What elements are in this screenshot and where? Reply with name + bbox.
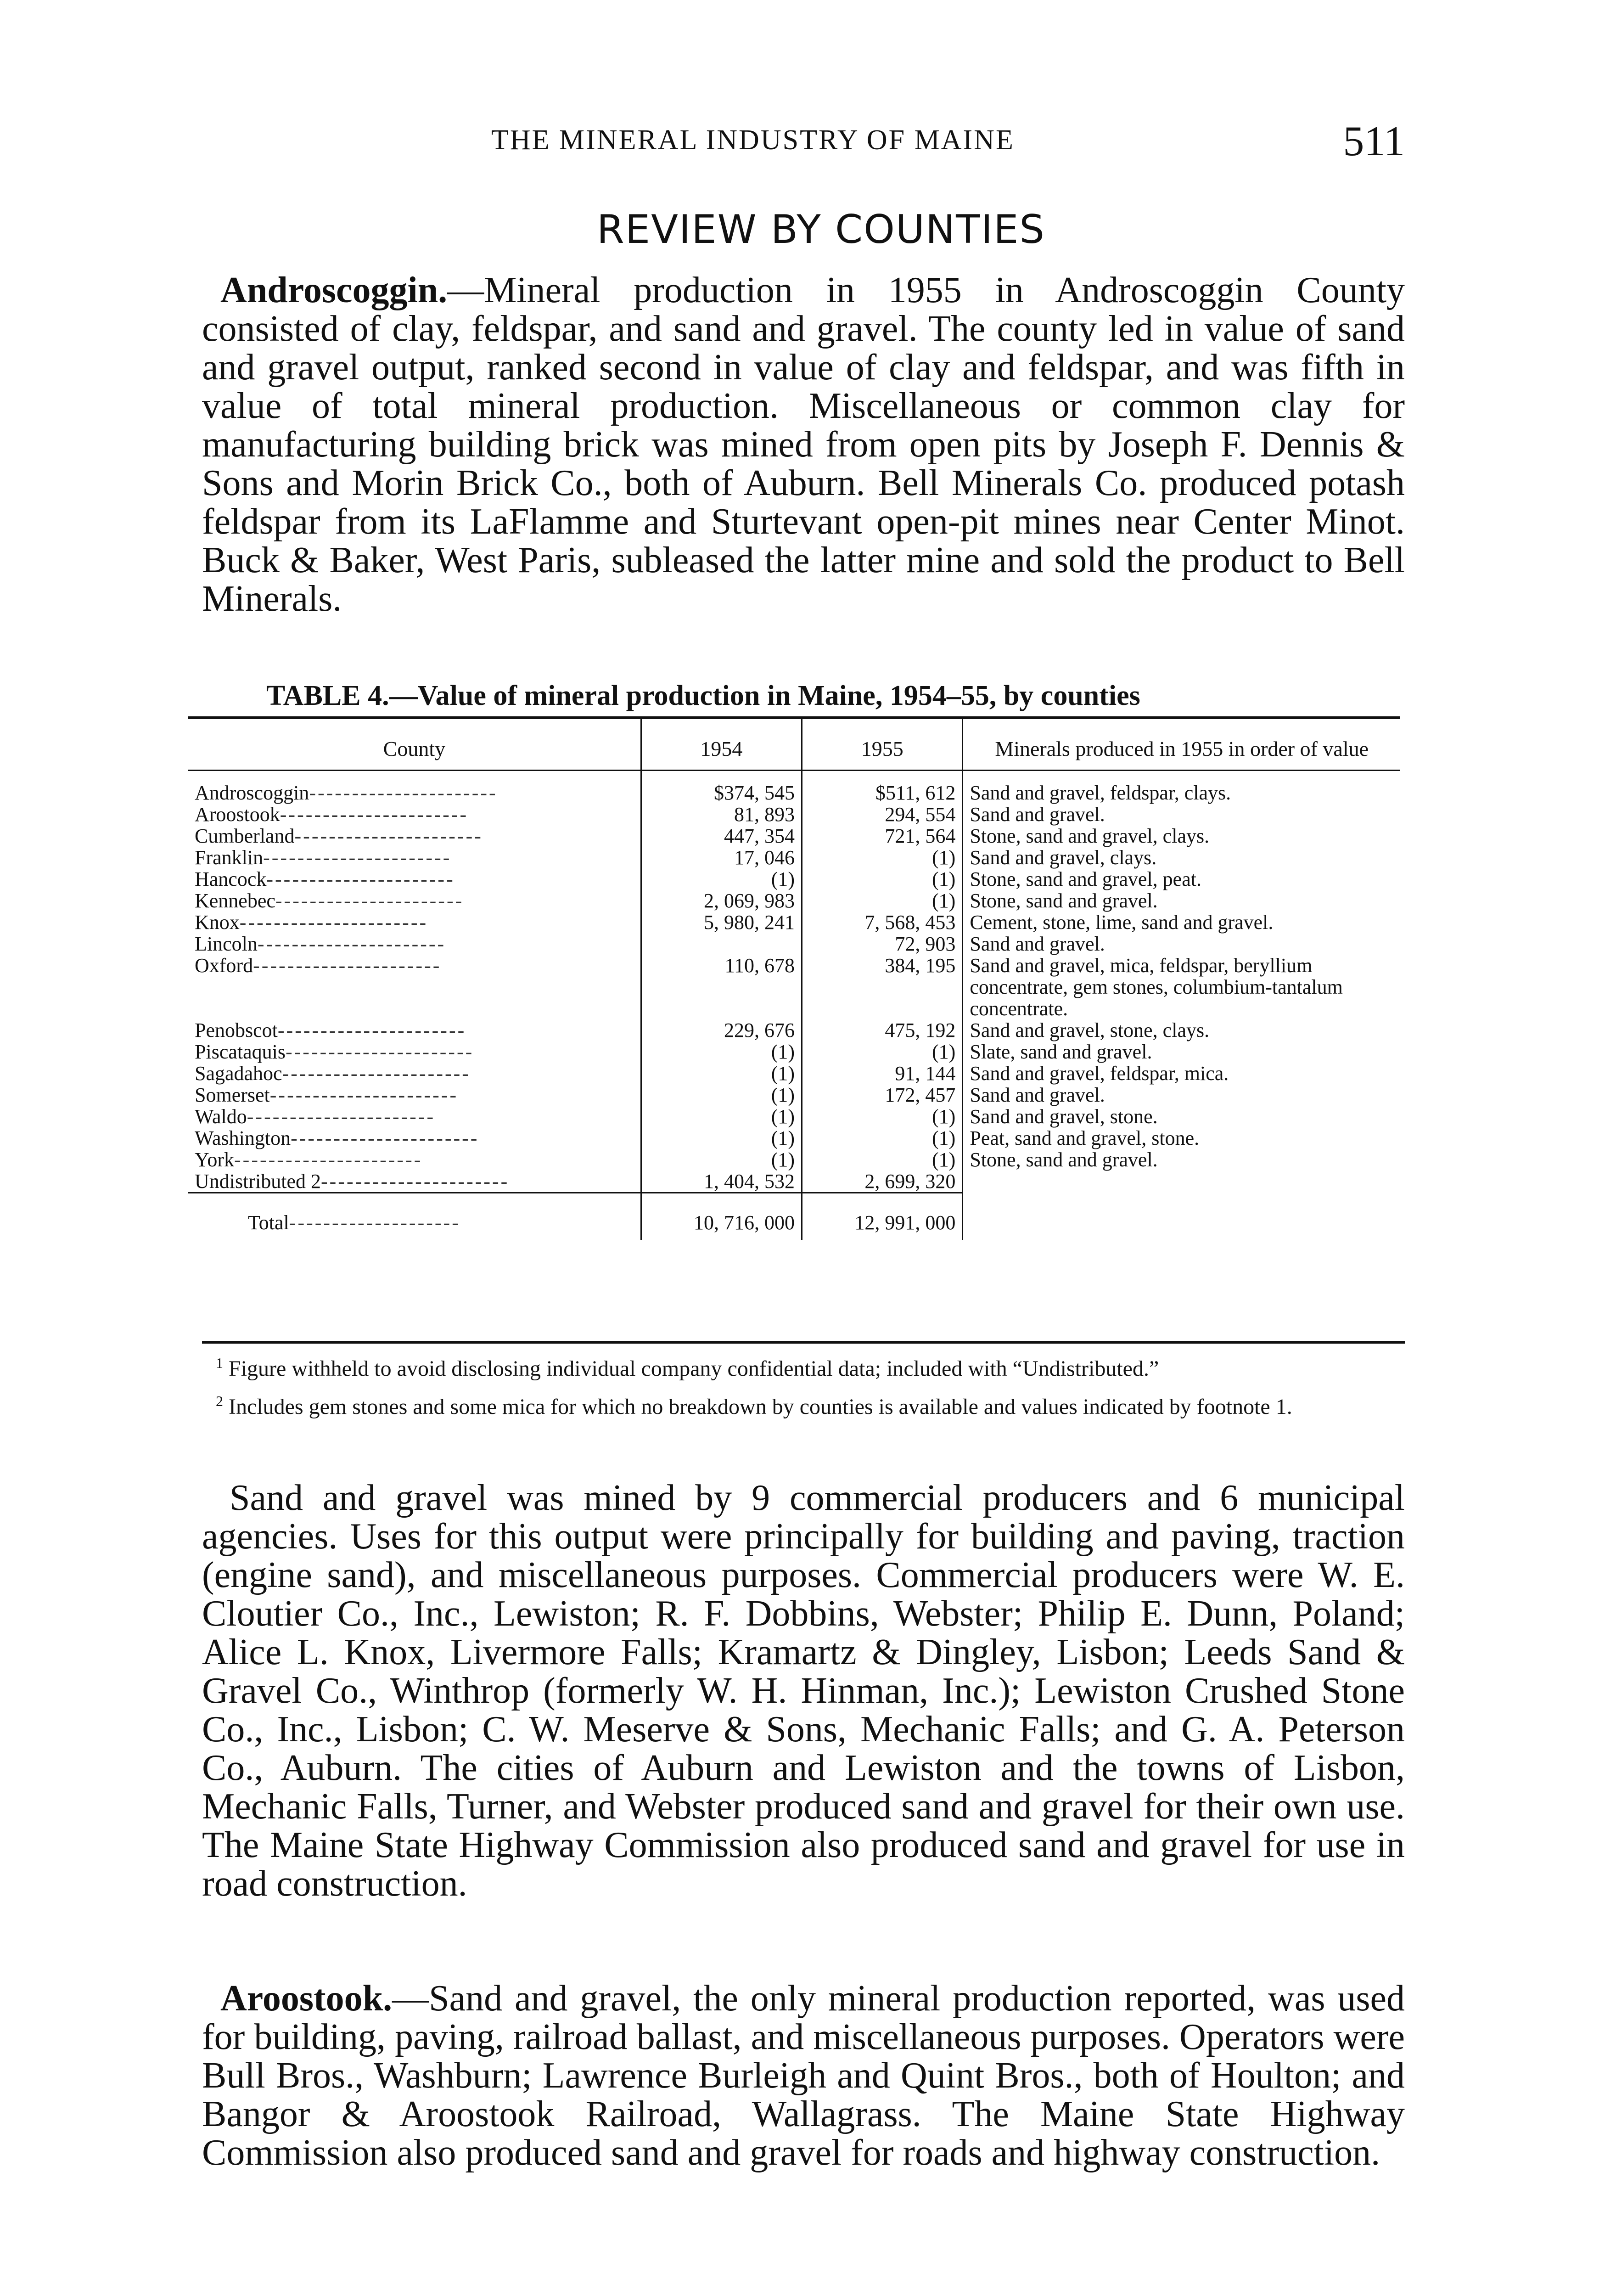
minerals-cell: Sand and gravel, clays. [963,847,1400,868]
value-1955-cell: (1) [802,868,963,890]
minerals-cell: Stone, sand and gravel. [963,1149,1400,1171]
county-cell [188,890,641,912]
county-name: York [195,1148,235,1171]
county-cell [188,804,641,825]
table-row [188,868,1400,890]
county-cell [188,825,641,847]
paragraph-body: —Mineral production in 1955 in Androscoggin County consisted of clay, feldspar, and sand and gravel. The county led in value of sand and gravel output, ranked second in value of clay and feldspar, and was fifth in value of total mineral production. Miscellaneous or common clay for manufacturing building brick was mined from open pits by Joseph F. Dennis & Sons and Morin Brick Co., both of Auburn. Bell Minerals Co. produced potash feldspar from its LaFlamme and Sturtevant open-pit mines near Center Minot. Buck & Baker, West Paris, subleased the latter mine and sold the product to Bell Minerals. [202,270,1405,619]
value-1954-cell: 81, 893 [641,804,802,825]
dot-leader: ---------------------- [269,1084,459,1106]
header-1954: 1954 [641,718,802,771]
county-name: Cumberland [195,825,295,847]
minerals-cell: Stone, sand and gravel, clays. [963,825,1400,847]
value-1955-cell: 2, 699, 320 [802,1171,963,1193]
county-cell [188,847,641,868]
dot-leader: ---------------------- [247,1105,436,1128]
value-1954-cell: 5, 980, 241 [641,912,802,933]
running-head [202,118,1405,174]
county-name: Aroostook [195,803,280,826]
county-cell [188,1019,641,1041]
value-1954-cell: (1) [641,868,802,890]
dot-leader: -------------------- [289,1211,460,1234]
footnote-2 [202,1389,1405,1419]
table-footnotes [202,1341,1405,1427]
value-1954-cell: 17, 046 [641,847,802,868]
county-cell [188,955,641,1019]
header-1955: 1955 [802,718,963,771]
dot-leader: ---------------------- [266,868,455,890]
table-row [188,771,1400,804]
dot-leader: ---------------------- [257,933,446,955]
paragraph-body: —Sand and gravel, the only mineral production reported, was used for building, paving, railroad ballast, and miscellaneous purposes. Operators were Bull Bros., Washburn; Lawrence Burleigh and Quint Bros., both of Houlton; and Bangor & Aroostook Railroad, Wallagrass. The Maine State Highway Commission also produced sand and gravel for roads and highway construction. [202,1978,1405,2173]
value-1954-cell: 110, 678 [641,955,802,1019]
paragraph-sand-and-gravel: Sand and gravel was mined by 9 commercial producers and 6 municipal agencies. Uses for this output were principally for building and paving, traction (engine sand), and miscellaneous purposes. Commercial producers were W. E. Cloutier Co., Inc., Lewiston; R. F. Dobbins, Webster; Philip E. Dunn, Poland; Alice L. Knox, Livermore Falls; Kramartz & Dingley, Lisbon; Leeds Sand & Gravel Co., Winthrop (formerly W. H. Hinman, Inc.); Lewiston Crushed Stone Co., Inc., Lisbon; C. W. Meserve & Sons, Mechanic Falls; and G. A. Peterson Co., Auburn. The cities of Auburn and Lewiston and the towns of Lisbon, Mechanic Falls, Turner, and Webster produced sand and gravel for their own use. The Maine State Highway Commission also produced sand and gravel for use in road construction. [202,1478,1405,1904]
value-1955-cell: 294, 554 [802,804,963,825]
minerals-cell: Sand and gravel, feldspar, mica. [963,1063,1400,1084]
county-name: Androscoggin [195,782,309,804]
total-label-cell [188,1193,641,1240]
dot-leader: ---------------------- [320,1170,510,1193]
value-1954-cell: 447, 354 [641,825,802,847]
minerals-cell: Sand and gravel, stone, clays. [963,1019,1400,1041]
value-1955-cell: 475, 192 [802,1019,963,1041]
county-name: Knox [195,911,240,934]
value-1954-cell: (1) [641,1106,802,1127]
value-1954-cell: 1, 404, 532 [641,1171,802,1193]
header-minerals: Minerals produced in 1955 in order of value [963,718,1400,771]
county-cell [188,1063,641,1084]
total-label: Total [248,1211,289,1234]
footnote-mark: 1 [216,1355,223,1371]
value-1954-cell: (1) [641,1149,802,1171]
county-cell [188,771,641,804]
minerals-cell: Slate, sand and gravel. [963,1041,1400,1063]
footnote-mark: 2 [216,1393,223,1409]
value-1955-cell: (1) [802,890,963,912]
minerals-cell: Stone, sand and gravel, peat. [963,868,1400,890]
table-row [188,1171,1400,1193]
county-cell [188,933,641,955]
value-1955-cell: (1) [802,1149,963,1171]
dot-leader: ---------------------- [239,911,428,934]
county-name: Washington [195,1127,291,1149]
value-1955-cell: $511, 612 [802,771,963,804]
empty-cell [963,1193,1400,1240]
minerals-cell [963,1171,1400,1193]
county-name: Oxford [195,954,253,977]
value-1954-cell: (1) [641,1063,802,1084]
table-row [188,825,1400,847]
dot-leader: ---------------------- [282,1062,471,1085]
footnote-text: Figure withheld to avoid disclosing individual company confidential data; included with “Undistributed.” [229,1356,1159,1381]
value-1954-cell: (1) [641,1041,802,1063]
total-1955-cell: 12, 991, 000 [802,1193,963,1240]
minerals-cell: Sand and gravel. [963,933,1400,955]
footnote-1 [202,1351,1405,1381]
county-name: Franklin [195,846,264,869]
county-name: Hancock [195,868,267,890]
minerals-cell: Sand and gravel. [963,1084,1400,1106]
county-cell [188,1149,641,1171]
county-cell [188,912,641,933]
minerals-cell: Sand and gravel, mica, feldspar, beryllium concentrate, gem stones, columbium-tantalum concentrate. [963,955,1400,1019]
county-cell [188,1171,641,1193]
minerals-cell: Sand and gravel, feldspar, clays. [963,771,1400,804]
value-1955-cell: 172, 457 [802,1084,963,1106]
value-1955-cell: (1) [802,1106,963,1127]
table-row [188,890,1400,912]
table-row [188,1149,1400,1171]
county-name: Kennebec [195,889,275,912]
value-1955-cell: 72, 903 [802,933,963,955]
table-row [188,847,1400,868]
dot-leader: ---------------------- [275,889,464,912]
table-row [188,955,1400,1019]
table-row [188,1041,1400,1063]
county-name: Lincoln [195,933,258,955]
dot-leader: ---------------------- [294,825,483,847]
county-name: Piscataquis [195,1041,286,1063]
dot-leader: ---------------------- [285,1041,474,1063]
county-lead-androscoggin: Androscoggin. [220,270,448,310]
county-lead-aroostook: Aroostook. [220,1978,393,2019]
table-row [188,912,1400,933]
minerals-cell: Sand and gravel. [963,804,1400,825]
dot-leader: ---------------------- [291,1127,479,1149]
county-name: Undistributed 2 [195,1170,321,1193]
paragraph-aroostook [202,1979,1405,2172]
minerals-cell: Cement, stone, lime, sand and gravel. [963,912,1400,933]
value-1955-cell: 721, 564 [802,825,963,847]
county-cell [188,1127,641,1149]
running-title: THE MINERAL INDUSTRY OF MAINE [491,124,1015,156]
value-1955-cell: (1) [802,1127,963,1149]
table-row [188,933,1400,955]
table-row [188,804,1400,825]
table-body [188,771,1400,1240]
table-row [188,1127,1400,1149]
value-1955-cell: 91, 144 [802,1063,963,1084]
value-1954-cell [641,933,802,955]
dot-leader: ---------------------- [309,782,498,804]
table-row [188,1063,1400,1084]
header-county: County [188,718,641,771]
value-1955-cell: 384, 195 [802,955,963,1019]
value-1954-cell: (1) [641,1084,802,1106]
page-number: 511 [1343,118,1405,164]
value-1954-cell: (1) [641,1127,802,1149]
value-1954-cell: 2, 069, 983 [641,890,802,912]
section-heading: REVIEW BY COUNTIES [597,207,1046,253]
table-total-row [188,1193,1400,1240]
value-1954-cell: 229, 676 [641,1019,802,1041]
value-1955-cell: (1) [802,1041,963,1063]
total-1954-cell: 10, 716, 000 [641,1193,802,1240]
paragraph-androscoggin [202,271,1405,618]
dot-leader: ---------------------- [253,954,442,977]
dot-leader: ---------------------- [280,803,469,826]
table-row [188,1084,1400,1106]
minerals-cell: Stone, sand and gravel. [963,890,1400,912]
minerals-cell: Peat, sand and gravel, stone. [963,1127,1400,1149]
county-name: Waldo [195,1105,247,1128]
table-header-row [188,718,1400,771]
county-name: Sagadahoc [195,1062,282,1085]
minerals-cell: Sand and gravel, stone. [963,1106,1400,1127]
mineral-production-table [188,716,1400,1240]
value-1954-cell: $374, 545 [641,771,802,804]
value-1955-cell: 7, 568, 453 [802,912,963,933]
table-caption: TABLE 4.—Value of mineral production in Maine, 1954–55, by counties [266,680,1140,711]
dot-leader: ---------------------- [263,846,452,869]
dot-leader: ---------------------- [277,1019,466,1041]
county-name: Somerset [195,1084,270,1106]
county-cell [188,868,641,890]
county-name: Penobscot [195,1019,278,1041]
county-cell [188,1084,641,1106]
dot-leader: ---------------------- [234,1148,423,1171]
county-cell [188,1041,641,1063]
footnote-text: Includes gem stones and some mica for which no breakdown by counties is available and values indicated by footnote 1. [229,1395,1292,1419]
value-1955-cell: (1) [802,847,963,868]
table-row [188,1106,1400,1127]
table-row [188,1019,1400,1041]
county-cell [188,1106,641,1127]
